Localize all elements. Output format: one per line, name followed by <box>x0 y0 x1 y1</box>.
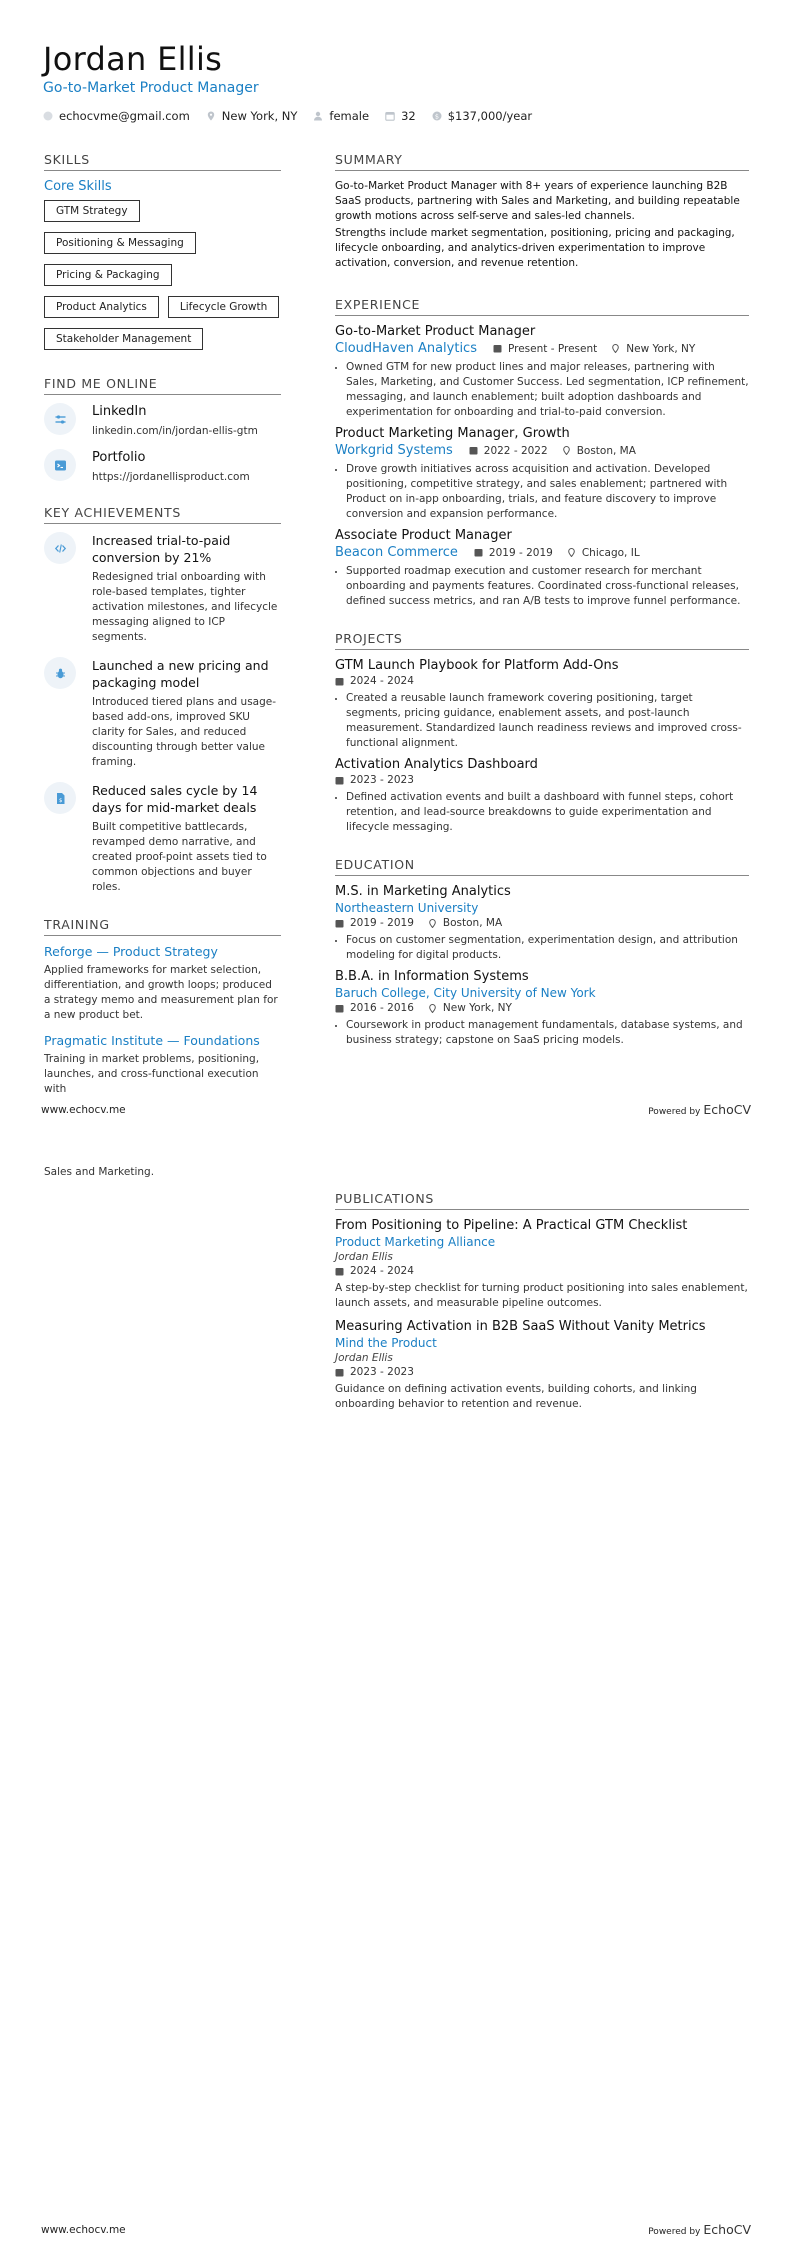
calendar-icon <box>335 919 344 928</box>
calendar-icon <box>474 548 483 557</box>
skill-tag: Stakeholder Management <box>44 328 203 350</box>
section-title: SUMMARY <box>335 152 749 171</box>
summary-paragraph: Strengths include market segmentation, positioning, pricing and packaging, lifecycle onboarding, and analytics-driven experimentation to improve activation, conversion, and revenue retention. <box>335 227 735 269</box>
user-icon <box>313 111 323 121</box>
job-bullets <box>335 360 749 420</box>
job-bullets <box>335 564 749 609</box>
achievement-desc: Redesigned trial onboarding with role-based templates, tighter activation milestones, and lifecycle messaging aligned to ICP segments. <box>92 571 278 643</box>
calendar-icon <box>493 344 502 353</box>
brand-logo: EchoCV <box>703 1102 751 1117</box>
project-entry <box>335 757 749 835</box>
left-column-continued <box>44 1165 281 1190</box>
skill-tag: Lifecycle Growth <box>168 296 279 318</box>
email-icon <box>43 111 53 121</box>
summary-section <box>335 152 749 271</box>
publisher-name: Mind the Product <box>335 1336 437 1350</box>
project-bullets <box>335 691 749 751</box>
candidate-role: Go-to-Market Product Manager <box>43 80 259 96</box>
publication-dates: 2024 - 2024 <box>335 1265 414 1277</box>
money-icon <box>432 111 442 121</box>
achievement-desc: Introduced tiered plans and usage-based add-ons, improved SKU clarity for Sales, and reduced discounting through better value framing. <box>92 696 277 768</box>
bullet: • Drove growth initiatives across acquisition and activation. Developed positioning, competitive strategy, and sales enablement; partnered with Product on in-app onboarding, trials, and feature discovery to improve conversion and expansion performance. <box>346 462 749 522</box>
company-name: Beacon Commerce <box>335 545 458 560</box>
achievement-title: Increased trial-to-paid conversion by 21% <box>92 533 231 565</box>
online-url[interactable]: linkedin.com/in/jordan-ellis-gtm <box>92 425 258 437</box>
publication-meta <box>335 1366 749 1378</box>
section-title: KEY ACHIEVEMENTS <box>44 505 281 524</box>
publication-desc: Guidance on defining activation events, building cohorts, and linking onboarding behavior to retention and revenue. <box>335 1383 697 1410</box>
map-pin-icon <box>611 344 620 353</box>
project-bullets <box>335 790 749 835</box>
skill-tag: Pricing & Packaging <box>44 264 172 286</box>
brand-logo: EchoCV <box>703 2222 751 2237</box>
experience-entry <box>335 324 749 420</box>
svg-text:$: $ <box>434 112 439 121</box>
job-dates: Present - Present <box>493 343 597 355</box>
training-title: Reforge — Product Strategy <box>44 944 218 959</box>
project-meta <box>335 774 749 786</box>
map-pin-icon <box>428 1004 437 1013</box>
skills-section <box>44 152 281 350</box>
skill-tag: Product Analytics <box>44 296 159 318</box>
footer-powered-by: Powered by EchoCV <box>648 2222 751 2237</box>
publications-section <box>335 1191 749 1412</box>
contact-salary: $ $137,000/year <box>432 109 532 123</box>
school-name: Baruch College, City University of New York <box>335 986 596 1000</box>
code-icon <box>44 532 76 564</box>
bullet: • Focus on customer segmentation, experimentation design, and attribution modeling for digital products. <box>346 933 749 963</box>
degree-title: M.S. in Marketing Analytics <box>335 884 511 899</box>
bullet: • Defined activation events and built a dashboard with funnel steps, cohort retention, and lead-source breakdowns to guide experimentation and lifecycle messaging. <box>346 790 749 835</box>
job-title: Go-to-Market Product Manager <box>335 324 536 339</box>
publication-desc: A step-by-step checklist for turning product positioning into sales enablement, launch assets, and measurable pipeline outcomes. <box>335 1282 748 1309</box>
skill-tag: Positioning & Messaging <box>44 232 196 254</box>
file-icon <box>44 782 76 814</box>
resume-page-2 <box>0 1123 794 2246</box>
training-desc: Training in market problems, positioning, launches, and cross-functional execution with <box>44 1053 260 1095</box>
education-section <box>335 857 749 1048</box>
bullet: • Owned GTM for new product lines and major releases, partnering with Sales, Marketing, and Customer Success. Led segmentation, ICP refinement, messaging, and launch enablement; built adoption dashboards and experimentation for onboarding and trial-to-paid conversion. <box>346 360 749 420</box>
publication-title: From Positioning to Pipeline: A Practical GTM Checklist <box>335 1218 688 1233</box>
section-title: EXPERIENCE <box>335 297 749 316</box>
education-dates: 2019 - 2019 <box>335 917 414 929</box>
job-location: Boston, MA <box>562 445 636 457</box>
section-title: EDUCATION <box>335 857 749 876</box>
contact-gender: female <box>313 109 369 123</box>
training-title: Pragmatic Institute — Foundations <box>44 1033 260 1048</box>
projects-section <box>335 631 749 835</box>
section-title: TRAINING <box>44 917 281 936</box>
contact-email[interactable]: echocvme@gmail.com <box>43 109 190 123</box>
calendar-icon <box>335 1004 344 1013</box>
project-title: Activation Analytics Dashboard <box>335 757 538 772</box>
achievement-title: Reduced sales cycle by 14 days for mid-market deals <box>92 783 258 815</box>
skill-tag: GTM Strategy <box>44 200 140 222</box>
candidate-name: Jordan Ellis <box>43 40 223 78</box>
section-title: SKILLS <box>44 152 281 171</box>
publication-author: Jordan Ellis <box>335 1352 393 1364</box>
online-section <box>44 376 281 483</box>
contact-location: New York, NY <box>206 109 298 123</box>
map-pin-icon <box>428 919 437 928</box>
online-item-linkedin[interactable] <box>44 403 281 437</box>
bullet: • Created a reusable launch framework covering positioning, target segments, pricing guidance, enablement assets, and post-launch measurement. Standardized launch readiness reviews and improved cross-functional alignment. <box>346 691 749 751</box>
right-column-continued <box>335 1191 749 1420</box>
calendar-icon <box>385 111 395 121</box>
job-location: Chicago, IL <box>567 547 640 559</box>
training-section <box>44 917 281 1097</box>
job-meta <box>335 443 749 458</box>
school-name: Northeastern University <box>335 901 479 915</box>
contact-age: 32 <box>385 109 416 123</box>
bullet: • Coursework in product management fundamentals, database systems, and business strategy; capstone on SaaS pricing models. <box>346 1018 749 1048</box>
training-desc: Applied frameworks for market selection, differentiation, and growth loops; produced a strategy memo and measurement plan for a new product bet. <box>44 964 278 1021</box>
project-dates: 2024 - 2024 <box>335 675 414 687</box>
job-title: Associate Product Manager <box>335 528 512 543</box>
footer-site-link[interactable]: www.echocv.me <box>41 2224 126 2236</box>
online-label: LinkedIn <box>92 404 147 419</box>
experience-entry <box>335 426 749 522</box>
education-meta <box>335 917 749 929</box>
calendar-icon <box>335 776 344 785</box>
company-name: CloudHaven Analytics <box>335 341 477 356</box>
project-meta <box>335 675 749 687</box>
achievement-title: Launched a new pricing and packaging model <box>92 658 269 690</box>
online-item-portfolio[interactable] <box>44 449 281 483</box>
skill-tags <box>44 200 281 350</box>
calendar-icon <box>335 1267 344 1276</box>
achievement-item <box>44 657 281 770</box>
sliders-icon <box>44 403 76 435</box>
education-entry <box>335 884 749 963</box>
education-bullets <box>335 1018 749 1048</box>
skills-group-title: Core Skills <box>44 179 112 194</box>
publication-entry <box>335 1319 749 1412</box>
job-dates: 2019 - 2019 <box>474 547 553 559</box>
section-title: FIND ME ONLINE <box>44 376 281 395</box>
calendar-icon <box>469 446 478 455</box>
publication-entry <box>335 1218 749 1311</box>
job-meta <box>335 341 749 356</box>
job-meta <box>335 545 749 560</box>
job-title: Product Marketing Manager, Growth <box>335 426 570 441</box>
project-title: GTM Launch Playbook for Platform Add-Ons <box>335 658 619 673</box>
education-meta <box>335 1002 749 1014</box>
company-name: Workgrid Systems <box>335 443 453 458</box>
svg-text:$: $ <box>58 797 62 804</box>
training-desc-continued: Sales and Marketing. <box>44 1166 155 1178</box>
contact-bar <box>43 109 548 123</box>
education-location: Boston, MA <box>428 917 502 929</box>
publisher-name: Product Marketing Alliance <box>335 1235 496 1249</box>
right-column <box>335 152 749 1054</box>
education-entry <box>335 969 749 1048</box>
achievement-desc: Built competitive battlecards, revamped demo narrative, and created proof-point assets tied to common objections and buyer roles. <box>92 821 267 893</box>
education-bullets <box>335 933 749 963</box>
achievement-item <box>44 532 281 645</box>
terminal-icon <box>44 449 76 481</box>
calendar-icon <box>335 1368 344 1377</box>
publication-meta <box>335 1265 749 1277</box>
map-pin-icon <box>567 548 576 557</box>
experience-section <box>335 297 749 609</box>
education-dates: 2016 - 2016 <box>335 1002 414 1014</box>
online-url[interactable]: https://jordanellisproduct.com <box>92 471 250 483</box>
publication-dates: 2023 - 2023 <box>335 1366 414 1378</box>
achievement-item <box>44 782 281 895</box>
calendar-icon <box>335 677 344 686</box>
education-location: New York, NY <box>428 1002 512 1014</box>
section-title: PROJECTS <box>335 631 749 650</box>
summary-paragraph: Go-to-Market Product Manager with 8+ years of experience launching B2B SaaS products, partnering with Sales and Marketing, and building repeatable growth motions across self-serve and sales-led channels. <box>335 180 740 222</box>
publication-title: Measuring Activation in B2B SaaS Without Vanity Metrics <box>335 1319 706 1334</box>
left-column <box>44 152 281 1107</box>
map-pin-icon <box>562 446 571 455</box>
publication-author: Jordan Ellis <box>335 1251 393 1263</box>
degree-title: B.B.A. in Information Systems <box>335 969 529 984</box>
section-title: PUBLICATIONS <box>335 1191 749 1210</box>
job-bullets <box>335 462 749 522</box>
achievements-section <box>44 505 281 895</box>
project-dates: 2023 - 2023 <box>335 774 414 786</box>
job-dates: 2022 - 2022 <box>469 445 548 457</box>
project-entry <box>335 658 749 751</box>
online-label: Portfolio <box>92 450 146 465</box>
bug-icon <box>44 657 76 689</box>
map-pin-icon <box>206 111 216 121</box>
footer-site-link[interactable]: www.echocv.me <box>41 1104 126 1116</box>
bullet: • Supported roadmap execution and customer research for merchant onboarding and payments features. Coordinated cross-functional releases, defined success metrics, and ran A/B tests to improve funnel performance. <box>346 564 749 609</box>
experience-entry <box>335 528 749 609</box>
job-location: New York, NY <box>611 343 695 355</box>
footer-powered-by: Powered by EchoCV <box>648 1102 751 1117</box>
